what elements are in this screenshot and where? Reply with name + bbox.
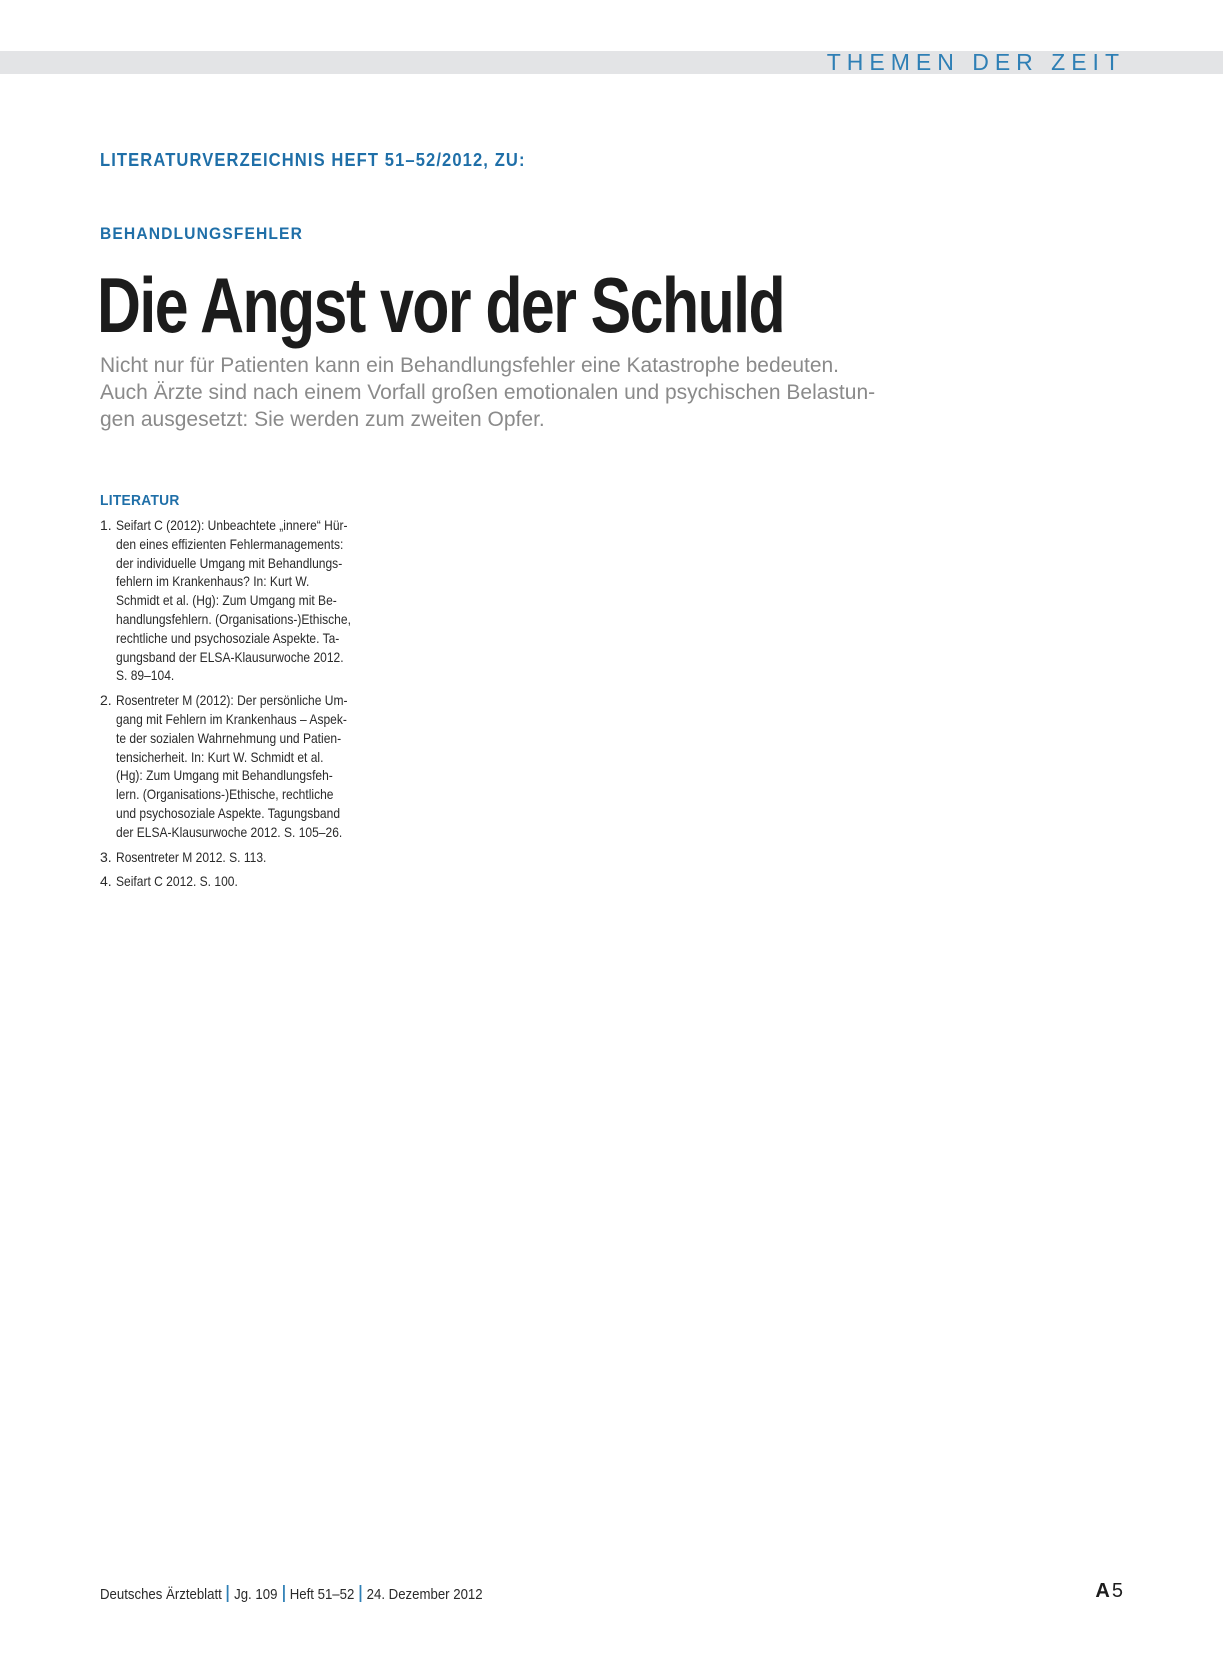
issue: Heft 51–52 — [289, 1586, 355, 1603]
page-title: Die Angst vor der Schuld — [97, 261, 785, 349]
reference-line: te der sozialen Wahrnehmung und Patien- — [116, 729, 342, 746]
footer-divider — [227, 1585, 229, 1602]
lede — [100, 352, 980, 433]
reference-line: und psychosoziale Aspekte. Tagungsband — [116, 804, 341, 821]
reference-list — [100, 516, 400, 897]
reference-line: Seifart C (2012): Unbeachtete „innere“ Hür- — [116, 517, 348, 533]
reference-item — [100, 848, 400, 867]
footer-divider — [283, 1585, 285, 1602]
reference-number: 4. — [100, 873, 112, 890]
lede-line: Nicht nur für Patienten kann ein Behandlungsfehler eine Katastrophe bedeuten. — [100, 354, 840, 377]
reference-line: Schmidt et al. (Hg): Zum Umgang mit Be- — [116, 592, 337, 609]
reference-line: lern. (Organisations-)Ethische, rechtliche — [116, 786, 334, 803]
reference-line: gang mit Fehlern im Krankenhaus – Aspek- — [116, 710, 347, 727]
reference-line: rechtliche und psychosoziale Aspekte. Ta- — [116, 629, 340, 646]
reference-line: den eines effizienten Fehlermanagements: — [116, 535, 344, 552]
publication-name: Deutsches Ärzteblatt — [100, 1586, 222, 1603]
lede-line: gen ausgesetzt: Sie werden zum zweiten Opfer. — [100, 408, 545, 431]
reference-line: Rosentreter M 2012. S. 113. — [116, 848, 267, 865]
reference-line: der individuelle Umgang mit Behandlungs- — [116, 554, 343, 571]
reference-line: Rosentreter M (2012): Der persönliche Um- — [116, 692, 348, 709]
reference-line: Seifart C 2012. S. 100. — [116, 873, 238, 890]
literature-heading: LITERATUR — [100, 492, 180, 509]
footer-citation — [100, 1585, 483, 1603]
reference-item — [100, 872, 400, 891]
page-number — [1095, 1580, 1123, 1603]
reference-number: 1. — [100, 517, 112, 533]
page-number-value: 5 — [1111, 1580, 1123, 1602]
reference-line: tensicherheit. In: Kurt W. Schmidt et al. — [116, 748, 324, 765]
kicker: LITERATURVERZEICHNIS HEFT 51–52/2012, ZU: — [100, 150, 526, 170]
category-label: BEHANDLUNGSFEHLER — [100, 224, 303, 243]
reference-line: (Hg): Zum Umgang mit Behandlungsfeh- — [116, 767, 333, 784]
reference-item — [100, 516, 400, 685]
reference-line: fehlern im Krankenhaus? In: Kurt W. — [116, 573, 310, 590]
reference-line: gungsband der ELSA-Klausurwoche 2012. — [116, 648, 344, 665]
page-prefix: A — [1095, 1580, 1110, 1602]
reference-line: der ELSA-Klausurwoche 2012. S. 105–26. — [116, 823, 343, 840]
reference-item — [100, 691, 400, 841]
issue-date: 24. Dezember 2012 — [366, 1586, 483, 1603]
volume: Jg. 109 — [234, 1586, 278, 1603]
reference-number: 3. — [100, 848, 112, 865]
footer-divider — [360, 1585, 362, 1602]
section-label: THEMEN DER ZEIT — [826, 49, 1125, 75]
reference-number: 2. — [100, 692, 112, 709]
lede-line: Auch Ärzte sind nach einem Vorfall großen emotionalen und psychischen Belastun- — [100, 381, 876, 404]
reference-line: S. 89–104. — [116, 667, 175, 684]
reference-line: handlungsfehlern. (Organisations-)Ethische, — [116, 610, 351, 627]
